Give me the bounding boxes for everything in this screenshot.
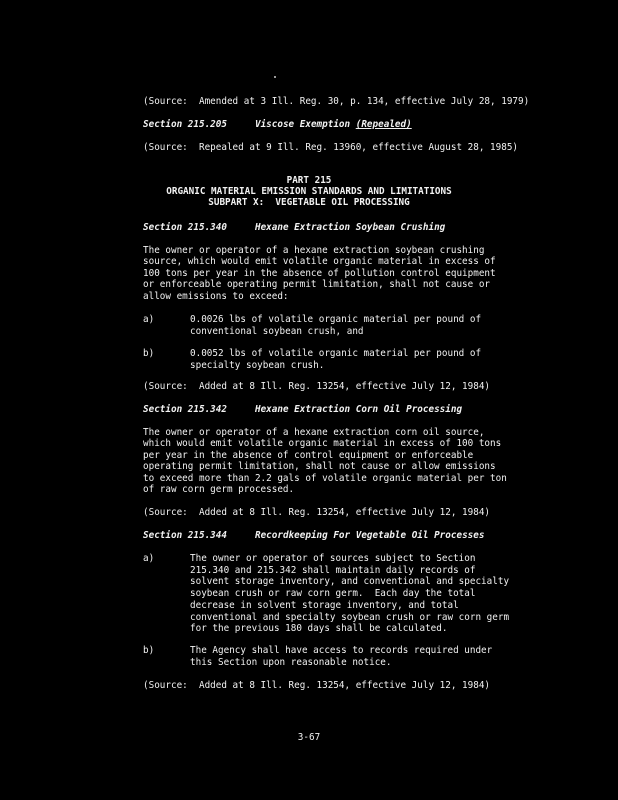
item-text: 0.0026 lbs of volatile organic material per pound of conventional soybean crush, and [190,314,482,337]
item-label: a) [143,314,155,325]
section-title: Hexane Extraction Soybean Crushing [254,222,446,233]
item-label: b) [143,645,155,656]
section-number: Section 215.340 [143,222,227,233]
paragraph-line: source, which would emit volatile organic material in excess of [143,256,496,267]
source-note-2: (Source: Repealed at 9 Ill. Reg. 13960, effective August 28, 1985) [143,142,519,153]
item-text: The Agency shall have access to records required under this Section upon reasonable notice. [190,645,493,668]
section-215-340-heading [143,222,445,234]
paragraph-line: which would emit volatile organic material in excess of 100 tons [143,438,502,449]
section-number: Section 215.205 [143,119,227,130]
section-title: Hexane Extraction Corn Oil Processing [254,404,463,415]
paragraph-line: 100 tons per year in the absence of pollution control equipment [143,268,496,279]
source-note-3: (Source: Added at 8 Ill. Reg. 13254, effective July 12, 1984) [143,381,491,392]
section-215-205-heading [143,119,412,131]
source-note-1: (Source: Amended at 3 Ill. Reg. 30, p. 134, effective July 28, 1979) [143,96,530,107]
part-title: ORGANIC MATERIAL EMISSION STANDARDS AND LIMITATIONS [166,186,452,197]
page-number: 3-67 [297,732,321,743]
paragraph-line: The owner or operator of a hexane extraction corn oil source, [143,427,485,438]
section-number: Section 215.342 [143,404,227,415]
scan-speck [274,76,276,78]
paragraph-line: allow emissions to exceed: [143,291,289,302]
section-215-342-heading [143,404,462,416]
paragraph-line: to exceed more than 2.2 gals of volatile organic material per ton [143,473,507,484]
section-215-344-heading [143,530,484,542]
source-note-4: (Source: Added at 8 Ill. Reg. 13254, effective July 12, 1984) [143,507,491,518]
paragraph-line: per year in the absence of control equipment or enforceable [143,450,474,461]
paragraph-line: operating permit limitation, shall not cause or allow emissions [143,461,496,472]
repealed-marker: (Repealed) [355,119,412,130]
item-label: b) [143,348,155,359]
part-number: PART 215 [286,175,332,186]
paragraph-line: The owner or operator of a hexane extraction soybean crushing [143,245,485,256]
item-text: 0.0052 lbs of volatile organic material per pound of specialty soybean crush. [190,348,482,371]
subpart-title: SUBPART X: VEGETABLE OIL PROCESSING [208,197,410,208]
item-label: a) [143,553,155,564]
source-note-5: (Source: Added at 8 Ill. Reg. 13254, effective July 12, 1984) [143,680,491,691]
paragraph-line: or enforceable operating permit limitation, shall not cause or [143,279,491,290]
paragraph-line: of raw corn germ processed. [143,484,295,495]
item-text: The owner or operator of sources subject to Section 215.340 and 215.342 shall maintain daily records of solvent storage inventory, and conventional and specialty soybean crush or raw corn germ. Each day the total decrease in solvent storage inventory, and total conventional and specialty soybean crush or raw corn germ for the previous 180 days shall be calculated. [190,553,510,635]
section-number: Section 215.344 [143,530,227,541]
section-title: Recordkeeping For Vegetable Oil Processes [254,530,485,541]
section-title: Viscose Exemption [254,119,351,130]
